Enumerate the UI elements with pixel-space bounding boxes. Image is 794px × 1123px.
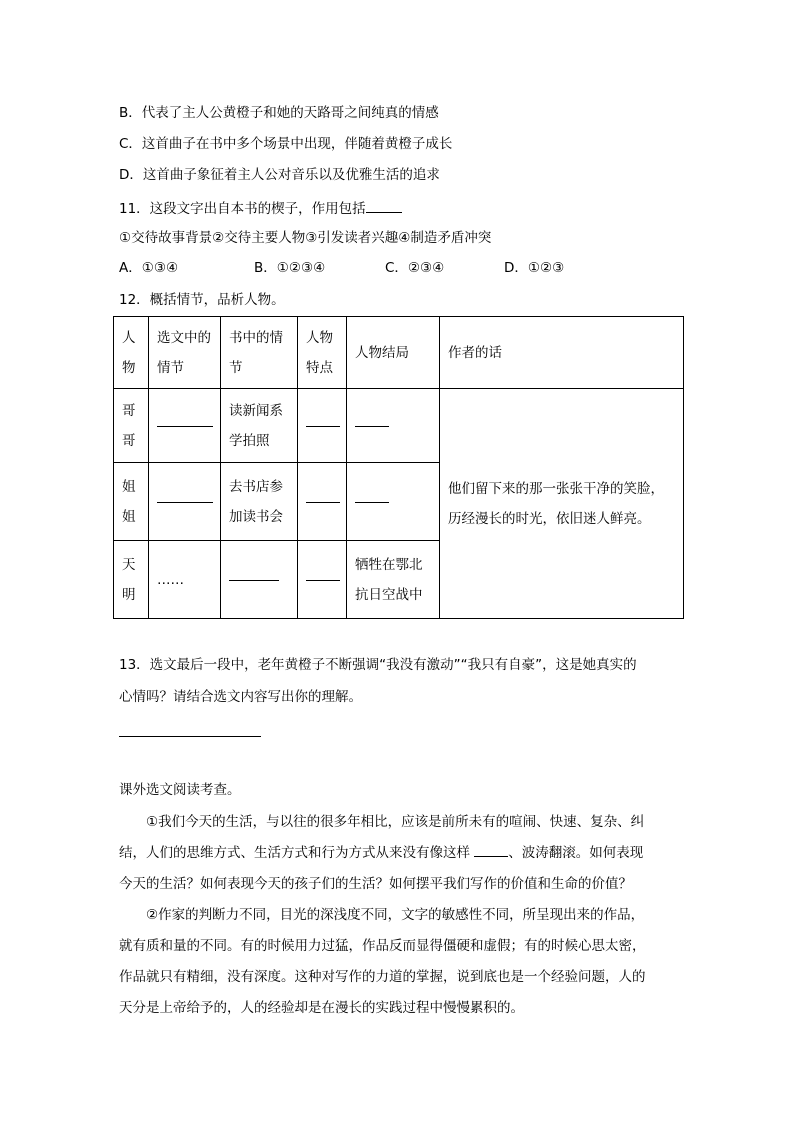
option-c-q10: C．这首曲子在书中多个场景中出现，伴随着黄橙子成长 [119, 136, 453, 152]
blank-cell [298, 389, 347, 463]
blank-cell [149, 389, 221, 463]
row-plot: …… [149, 541, 221, 619]
q11-items: ①交待故事背景②交待主要人物③引发读者兴趣④制造矛盾冲突 [119, 230, 492, 246]
answer-blank [229, 579, 279, 581]
q12-table [113, 316, 684, 619]
p2-line-3: 作品就只有精细，没有深度。这种对写作的力道的掌握，说到底也是一个经验问题，人的 [119, 969, 646, 985]
p1-line-3: 今天的生活？如何表现今天的孩子们的生活？如何摆平我们写作的价值和生命的价值？ [119, 876, 632, 892]
blank-cell [298, 541, 347, 619]
header-person: 人物 [114, 317, 149, 389]
blank-cell [347, 389, 440, 463]
blank-cell [298, 463, 347, 541]
paragraph-1 [119, 807, 675, 900]
header-ending: 人物结局 [347, 317, 440, 389]
answer-blank [157, 425, 213, 427]
answer-blank [306, 425, 340, 427]
row-person: 哥哥 [114, 389, 149, 463]
answer-blank [306, 501, 340, 503]
q13-line-2: 心情吗？请结合选文内容写出你的理解。 [119, 689, 362, 705]
answer-blank [157, 501, 213, 503]
q11-option-c: C．②③④ [385, 260, 445, 276]
option-d-q10: D．这首曲子象征着主人公对音乐以及优雅生活的追求 [119, 167, 440, 183]
p1-line-1: ①我们今天的生活，与以往的很多年相比，应该是前所未有的喧闹、快速、复杂、纠 [146, 814, 645, 830]
author-words-cell: 他们留下来的那一张张干净的笑脸，历经漫长的时光，依旧迷人鲜亮。 [440, 389, 684, 619]
blank-cell [221, 541, 298, 619]
header-book-plot: 书中的情节 [221, 317, 298, 389]
blank-cell [347, 463, 440, 541]
blank-cell [149, 463, 221, 541]
p1-line-2b: 、波涛翻滚。如何表现 [508, 845, 644, 861]
q11-options [119, 259, 679, 277]
p2-line-4: 天分是上帝给予的，人的经验却是在漫长的实践过程中慢慢累积的。 [119, 1000, 524, 1016]
p1-line-2a: 结，人们的思维方式、生活方式和行为方式从来没有像这样 [119, 845, 475, 861]
row-ending: 牺牲在鄂北抗日空战中 [347, 541, 440, 619]
table-header-row [114, 317, 684, 389]
extra-heading: 课外选文阅读考查。 [119, 782, 241, 798]
q12-stem: 12．概括情节，品析人物。 [119, 292, 285, 308]
row-book-plot: 读新闻系学拍照 [221, 389, 298, 463]
q13-line-1: 13．选文最后一段中，老年黄橙子不断强调“我没有激动”“我只有自豪”，这是她真实的 [119, 657, 637, 673]
p2-line-1: ②作家的判断力不同，目光的深浅度不同，文字的敏感性不同，所呈现出来的作品， [146, 907, 645, 923]
q11-answer-blank [366, 199, 402, 213]
q11-option-b: B．①②③④ [254, 260, 326, 276]
row-book-plot: 去书店参加读书会 [221, 463, 298, 541]
p1-line-2 [119, 838, 675, 869]
row-person: 天明 [114, 541, 149, 619]
header-author: 作者的话 [440, 317, 684, 389]
paragraph-2 [119, 900, 675, 1024]
q11-option-d: D．①②③ [504, 260, 565, 276]
q13-answer-line [119, 736, 261, 737]
p2-line-2: 就有质和量的不同。有的时候用力过猛，作品反而显得僵硬和虚假；有的时候心思太密， [119, 938, 646, 954]
answer-blank [355, 501, 389, 503]
answer-blank [355, 425, 389, 427]
p1-answer-blank [474, 843, 508, 857]
header-plot: 选文中的情节 [149, 317, 221, 389]
answer-blank [306, 579, 340, 581]
q11-stem [119, 199, 402, 218]
q11-stem-text: 11．这段文字出自本书的楔子，作用包括 [119, 201, 366, 217]
header-trait: 人物特点 [298, 317, 347, 389]
option-b-q10: B．代表了主人公黄橙子和她的天路哥之间纯真的情感 [119, 105, 439, 121]
row-person: 姐姐 [114, 463, 149, 541]
q11-option-a: A．①③④ [119, 260, 179, 276]
table-row [114, 389, 684, 463]
